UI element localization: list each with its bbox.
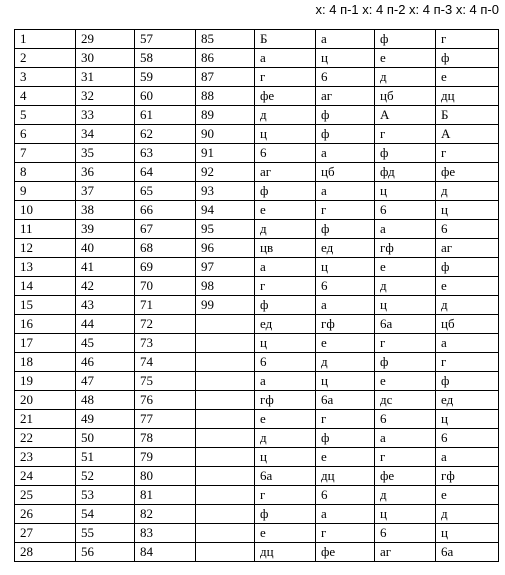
table-row xyxy=(15,163,499,182)
number-cell: 37 xyxy=(76,182,135,201)
symbol-cell: 6а xyxy=(316,391,375,410)
number-cell: 74 xyxy=(135,353,196,372)
symbol-cell: г xyxy=(316,410,375,429)
symbol-cell: ц xyxy=(316,372,375,391)
number-cell xyxy=(196,543,255,562)
number-cell: 9 xyxy=(15,182,76,201)
number-cell: 25 xyxy=(15,486,76,505)
table-row xyxy=(15,315,499,334)
table-row xyxy=(15,448,499,467)
symbol-cell: фе xyxy=(255,87,316,106)
number-cell: 14 xyxy=(15,277,76,296)
number-cell: 68 xyxy=(135,239,196,258)
table-row xyxy=(15,467,499,486)
table-row xyxy=(15,296,499,315)
symbol-cell: д xyxy=(375,68,436,87)
number-cell: 65 xyxy=(135,182,196,201)
number-cell xyxy=(196,315,255,334)
table-row xyxy=(15,543,499,562)
number-cell: 62 xyxy=(135,125,196,144)
table-row xyxy=(15,87,499,106)
number-cell: 89 xyxy=(196,106,255,125)
number-cell: 31 xyxy=(76,68,135,87)
symbol-cell: Б xyxy=(255,30,316,49)
number-cell: 18 xyxy=(15,353,76,372)
symbol-cell: ф xyxy=(316,125,375,144)
symbol-cell: ц xyxy=(436,524,499,543)
number-cell: 96 xyxy=(196,239,255,258)
symbol-cell: дц xyxy=(436,87,499,106)
number-cell: 21 xyxy=(15,410,76,429)
symbol-cell: е xyxy=(375,372,436,391)
symbol-cell: А xyxy=(375,106,436,125)
number-cell: 3 xyxy=(15,68,76,87)
symbol-cell: ф xyxy=(255,296,316,315)
symbol-cell: а xyxy=(255,258,316,277)
symbol-cell: г xyxy=(436,144,499,163)
symbol-cell: а xyxy=(375,220,436,239)
symbol-cell: г xyxy=(436,30,499,49)
number-cell: 5 xyxy=(15,106,76,125)
number-cell: 92 xyxy=(196,163,255,182)
symbol-cell: е xyxy=(255,410,316,429)
symbol-cell: д xyxy=(255,106,316,125)
symbol-cell: е xyxy=(375,49,436,68)
symbol-cell: д xyxy=(436,505,499,524)
symbol-cell: 6 xyxy=(255,353,316,372)
symbol-cell: ф xyxy=(316,106,375,125)
symbol-cell: е xyxy=(436,277,499,296)
number-cell: 86 xyxy=(196,49,255,68)
symbol-cell: ф xyxy=(255,182,316,201)
table-body xyxy=(15,30,499,562)
symbol-cell: 6а xyxy=(255,467,316,486)
symbol-cell: ц xyxy=(255,334,316,353)
symbol-cell: д xyxy=(436,182,499,201)
symbol-cell: ц xyxy=(436,410,499,429)
number-cell: 79 xyxy=(135,448,196,467)
number-cell: 22 xyxy=(15,429,76,448)
symbol-cell: 6 xyxy=(375,201,436,220)
number-cell: 39 xyxy=(76,220,135,239)
number-cell: 49 xyxy=(76,410,135,429)
number-cell: 41 xyxy=(76,258,135,277)
data-table xyxy=(14,29,499,562)
symbol-cell: ф xyxy=(316,429,375,448)
symbol-cell: ф xyxy=(375,144,436,163)
symbol-cell: ф xyxy=(255,505,316,524)
number-cell: 17 xyxy=(15,334,76,353)
number-cell: 23 xyxy=(15,448,76,467)
number-cell: 50 xyxy=(76,429,135,448)
number-cell xyxy=(196,524,255,543)
number-cell: 19 xyxy=(15,372,76,391)
symbol-cell: г xyxy=(436,353,499,372)
symbol-cell: ц xyxy=(436,201,499,220)
symbol-cell: а xyxy=(316,144,375,163)
number-cell xyxy=(196,334,255,353)
symbol-cell: а xyxy=(255,49,316,68)
symbol-cell: ц xyxy=(375,505,436,524)
number-cell: 93 xyxy=(196,182,255,201)
symbol-cell: 6 xyxy=(316,486,375,505)
number-cell: 99 xyxy=(196,296,255,315)
number-cell: 94 xyxy=(196,201,255,220)
number-cell: 59 xyxy=(135,68,196,87)
number-cell: 71 xyxy=(135,296,196,315)
symbol-cell: цб xyxy=(375,87,436,106)
number-cell: 47 xyxy=(76,372,135,391)
symbol-cell: гф xyxy=(255,391,316,410)
symbol-cell: е xyxy=(255,524,316,543)
symbol-cell: фд xyxy=(375,163,436,182)
number-cell xyxy=(196,391,255,410)
number-cell: 6 xyxy=(15,125,76,144)
symbol-cell: ц xyxy=(316,258,375,277)
symbol-cell: ф xyxy=(375,353,436,372)
number-cell: 8 xyxy=(15,163,76,182)
table-row xyxy=(15,201,499,220)
symbol-cell: фе xyxy=(316,543,375,562)
number-cell: 91 xyxy=(196,144,255,163)
table-row xyxy=(15,429,499,448)
table-row xyxy=(15,144,499,163)
number-cell: 27 xyxy=(15,524,76,543)
number-cell: 95 xyxy=(196,220,255,239)
number-cell: 55 xyxy=(76,524,135,543)
number-cell xyxy=(196,448,255,467)
symbol-cell: фе xyxy=(375,467,436,486)
number-cell: 57 xyxy=(135,30,196,49)
number-cell: 48 xyxy=(76,391,135,410)
symbol-cell: г xyxy=(316,524,375,543)
symbol-cell: цв xyxy=(255,239,316,258)
symbol-cell: ц xyxy=(255,125,316,144)
symbol-cell: г xyxy=(375,125,436,144)
number-cell: 61 xyxy=(135,106,196,125)
table-row xyxy=(15,353,499,372)
number-cell xyxy=(196,372,255,391)
symbol-cell: г xyxy=(375,448,436,467)
symbol-cell: е xyxy=(316,334,375,353)
table-row xyxy=(15,30,499,49)
number-cell: 66 xyxy=(135,201,196,220)
number-cell xyxy=(196,505,255,524)
number-cell: 13 xyxy=(15,258,76,277)
symbol-cell: е xyxy=(436,486,499,505)
symbol-cell: а xyxy=(316,505,375,524)
symbol-cell: е xyxy=(255,201,316,220)
number-cell: 2 xyxy=(15,49,76,68)
symbol-cell: а xyxy=(436,448,499,467)
symbol-cell: аг xyxy=(436,239,499,258)
symbol-cell: е xyxy=(316,448,375,467)
number-cell: 67 xyxy=(135,220,196,239)
number-cell xyxy=(196,410,255,429)
table-row xyxy=(15,372,499,391)
symbol-cell: аг xyxy=(255,163,316,182)
number-cell: 82 xyxy=(135,505,196,524)
symbol-cell: дц xyxy=(316,467,375,486)
table-row xyxy=(15,505,499,524)
symbol-cell: ц xyxy=(375,296,436,315)
table-row xyxy=(15,277,499,296)
number-cell: 88 xyxy=(196,87,255,106)
symbol-cell: а xyxy=(316,30,375,49)
number-cell: 24 xyxy=(15,467,76,486)
number-cell: 87 xyxy=(196,68,255,87)
number-cell xyxy=(196,429,255,448)
number-cell: 1 xyxy=(15,30,76,49)
symbol-cell: д xyxy=(255,220,316,239)
symbol-cell: фе xyxy=(436,163,499,182)
number-cell: 70 xyxy=(135,277,196,296)
symbol-cell: цб xyxy=(316,163,375,182)
symbol-cell: а xyxy=(316,182,375,201)
table-row xyxy=(15,239,499,258)
number-cell: 40 xyxy=(76,239,135,258)
number-cell: 33 xyxy=(76,106,135,125)
symbol-cell: ф xyxy=(375,30,436,49)
number-cell xyxy=(196,353,255,372)
number-cell: 69 xyxy=(135,258,196,277)
number-cell: 28 xyxy=(15,543,76,562)
symbol-cell: ц xyxy=(375,182,436,201)
number-cell: 58 xyxy=(135,49,196,68)
symbol-cell: 6 xyxy=(436,220,499,239)
symbol-cell: г xyxy=(255,486,316,505)
symbol-cell: г xyxy=(255,277,316,296)
number-cell: 45 xyxy=(76,334,135,353)
number-cell: 35 xyxy=(76,144,135,163)
symbol-cell: 6 xyxy=(375,410,436,429)
symbol-cell: гф xyxy=(375,239,436,258)
number-cell: 81 xyxy=(135,486,196,505)
table-row xyxy=(15,334,499,353)
number-cell xyxy=(196,467,255,486)
number-cell: 11 xyxy=(15,220,76,239)
symbol-cell: 6 xyxy=(436,429,499,448)
number-cell: 38 xyxy=(76,201,135,220)
table-row xyxy=(15,524,499,543)
symbol-cell: е xyxy=(436,68,499,87)
symbol-cell: д xyxy=(255,429,316,448)
number-cell: 90 xyxy=(196,125,255,144)
number-cell: 83 xyxy=(135,524,196,543)
symbol-cell: дс xyxy=(375,391,436,410)
number-cell: 73 xyxy=(135,334,196,353)
symbol-cell: дц xyxy=(255,543,316,562)
header-text: x: 4 п-1 x: 4 п-2 x: 4 п-3 x: 4 п-0 xyxy=(315,2,499,17)
symbol-cell: 6 xyxy=(375,524,436,543)
symbol-cell: 6а xyxy=(375,315,436,334)
table-row xyxy=(15,258,499,277)
number-cell: 16 xyxy=(15,315,76,334)
number-cell: 4 xyxy=(15,87,76,106)
number-cell: 36 xyxy=(76,163,135,182)
number-cell: 32 xyxy=(76,87,135,106)
symbol-cell: ц xyxy=(316,49,375,68)
number-cell: 52 xyxy=(76,467,135,486)
symbol-cell: г xyxy=(375,334,436,353)
table-row xyxy=(15,106,499,125)
number-cell: 12 xyxy=(15,239,76,258)
number-cell: 7 xyxy=(15,144,76,163)
table-row xyxy=(15,486,499,505)
symbol-cell: аг xyxy=(316,87,375,106)
number-cell: 10 xyxy=(15,201,76,220)
number-cell: 51 xyxy=(76,448,135,467)
symbol-cell: ф xyxy=(436,372,499,391)
number-cell: 85 xyxy=(196,30,255,49)
number-cell: 97 xyxy=(196,258,255,277)
symbol-cell: е xyxy=(375,258,436,277)
symbol-cell: а xyxy=(375,429,436,448)
symbol-cell: ед xyxy=(436,391,499,410)
number-cell: 26 xyxy=(15,505,76,524)
symbol-cell: 6 xyxy=(316,277,375,296)
symbol-cell: А xyxy=(436,125,499,144)
symbol-cell: цб xyxy=(436,315,499,334)
number-cell: 60 xyxy=(135,87,196,106)
symbol-cell: ф xyxy=(316,220,375,239)
number-cell: 34 xyxy=(76,125,135,144)
number-cell: 80 xyxy=(135,467,196,486)
symbol-cell: 6 xyxy=(255,144,316,163)
number-cell: 42 xyxy=(76,277,135,296)
table-row xyxy=(15,49,499,68)
number-cell: 84 xyxy=(135,543,196,562)
symbol-cell: д xyxy=(375,277,436,296)
number-cell: 29 xyxy=(76,30,135,49)
number-cell: 64 xyxy=(135,163,196,182)
table-row xyxy=(15,125,499,144)
number-cell: 46 xyxy=(76,353,135,372)
number-cell: 78 xyxy=(135,429,196,448)
symbol-cell: д xyxy=(375,486,436,505)
symbol-cell: а xyxy=(255,372,316,391)
number-cell: 53 xyxy=(76,486,135,505)
symbol-cell: д xyxy=(316,353,375,372)
symbol-cell: г xyxy=(255,68,316,87)
number-cell: 15 xyxy=(15,296,76,315)
symbol-cell: ф xyxy=(436,49,499,68)
table-row xyxy=(15,220,499,239)
number-cell: 30 xyxy=(76,49,135,68)
symbol-cell: гф xyxy=(436,467,499,486)
symbol-cell: а xyxy=(316,296,375,315)
number-cell: 43 xyxy=(76,296,135,315)
table-row xyxy=(15,410,499,429)
number-cell: 76 xyxy=(135,391,196,410)
number-cell: 77 xyxy=(135,410,196,429)
symbol-cell: ф xyxy=(436,258,499,277)
symbol-cell: ед xyxy=(255,315,316,334)
table-row xyxy=(15,182,499,201)
symbol-cell: 6а xyxy=(436,543,499,562)
symbol-cell: г xyxy=(316,201,375,220)
number-cell: 44 xyxy=(76,315,135,334)
number-cell: 63 xyxy=(135,144,196,163)
symbol-cell: аг xyxy=(375,543,436,562)
symbol-cell: Б xyxy=(436,106,499,125)
symbol-cell: д xyxy=(436,296,499,315)
number-cell: 98 xyxy=(196,277,255,296)
number-cell: 75 xyxy=(135,372,196,391)
number-cell: 20 xyxy=(15,391,76,410)
number-cell: 72 xyxy=(135,315,196,334)
number-cell: 56 xyxy=(76,543,135,562)
symbol-cell: ед xyxy=(316,239,375,258)
table-row xyxy=(15,391,499,410)
symbol-cell: а xyxy=(436,334,499,353)
number-cell xyxy=(196,486,255,505)
symbol-cell: 6 xyxy=(316,68,375,87)
symbol-cell: гф xyxy=(316,315,375,334)
number-cell: 54 xyxy=(76,505,135,524)
symbol-cell: ц xyxy=(255,448,316,467)
table-row xyxy=(15,68,499,87)
